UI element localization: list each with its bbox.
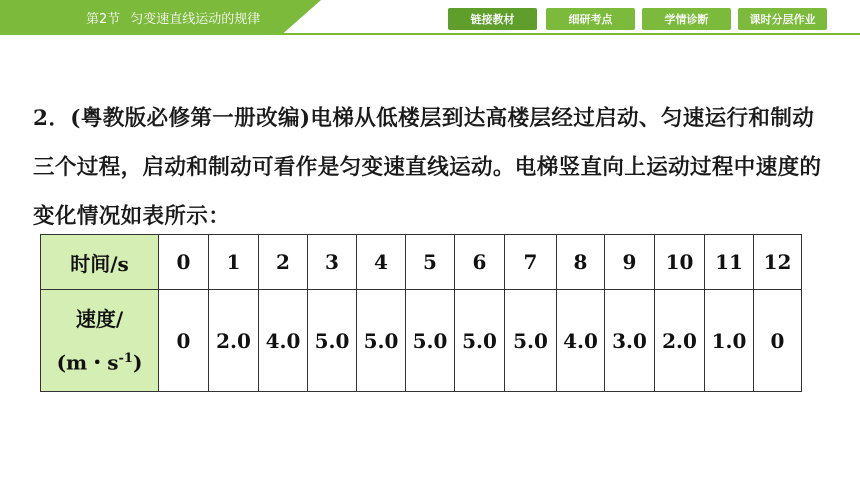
speed-cell: 5.0 xyxy=(406,290,455,392)
speed-cell: 0 xyxy=(159,290,209,392)
time-cell: 0 xyxy=(159,235,209,290)
speed-header-cell xyxy=(41,290,159,392)
time-cell: 7 xyxy=(505,235,557,290)
tab-textbook-link[interactable]: 链接教材 xyxy=(448,8,537,30)
speed-cell: 0 xyxy=(754,290,802,392)
time-cell: 4 xyxy=(357,235,406,290)
speed-cell: 4.0 xyxy=(259,290,308,392)
section-label: 第2节 xyxy=(86,12,121,27)
chapter-title xyxy=(86,8,270,27)
section-title: 匀变速直线运动的规律 xyxy=(130,12,261,27)
time-cell: 8 xyxy=(557,235,605,290)
speed-header-slash: / xyxy=(115,306,124,331)
time-cell: 1 xyxy=(209,235,259,290)
speed-header-unit: (m・s xyxy=(56,350,119,375)
table-row-time xyxy=(41,235,802,290)
table-row-speed xyxy=(41,290,802,392)
top-bar xyxy=(0,0,860,34)
time-cell: 5 xyxy=(406,235,455,290)
speed-cell: 5.0 xyxy=(357,290,406,392)
time-header-cell xyxy=(41,235,159,290)
time-cell: 3 xyxy=(308,235,357,290)
speed-cell: 3.0 xyxy=(605,290,655,392)
speed-time-table xyxy=(40,234,802,392)
speed-cell: 1.0 xyxy=(705,290,754,392)
time-cell: 10 xyxy=(655,235,705,290)
speed-cell: 2.0 xyxy=(209,290,259,392)
time-cell: 11 xyxy=(705,235,754,290)
time-cell: 9 xyxy=(605,235,655,290)
time-header-unit: /s xyxy=(110,251,129,276)
speed-cell: 5.0 xyxy=(505,290,557,392)
speed-cell: 4.0 xyxy=(557,290,605,392)
speed-header-close: ) xyxy=(132,350,143,375)
speed-cell: 5.0 xyxy=(455,290,505,392)
tab-diagnosis[interactable]: 学情诊断 xyxy=(642,8,731,30)
time-header-label: 时间 xyxy=(70,251,111,276)
question-text xyxy=(33,94,833,241)
time-cell: 12 xyxy=(754,235,802,290)
speed-header-label: 速度 xyxy=(75,306,116,331)
question-source: (粤教版必修第一册改编) xyxy=(70,106,311,131)
time-cell: 2 xyxy=(259,235,308,290)
speed-cell: 2.0 xyxy=(655,290,705,392)
tab-homework[interactable]: 课时分层作业 xyxy=(738,8,827,30)
time-cell: 6 xyxy=(455,235,505,290)
speed-header-exponent: -1 xyxy=(118,350,133,366)
tab-key-points[interactable]: 细研考点 xyxy=(546,8,635,30)
speed-cell: 5.0 xyxy=(308,290,357,392)
question-body: 电梯从低楼层到达高楼层经过启动、匀速运行和制动三个过程，启动和制动可看作是匀变速直线运动。电梯竖直向上运动过程中速度的变化情况如表所示： xyxy=(33,106,822,229)
question-number: 2． xyxy=(33,106,71,131)
header-divider xyxy=(0,33,860,35)
